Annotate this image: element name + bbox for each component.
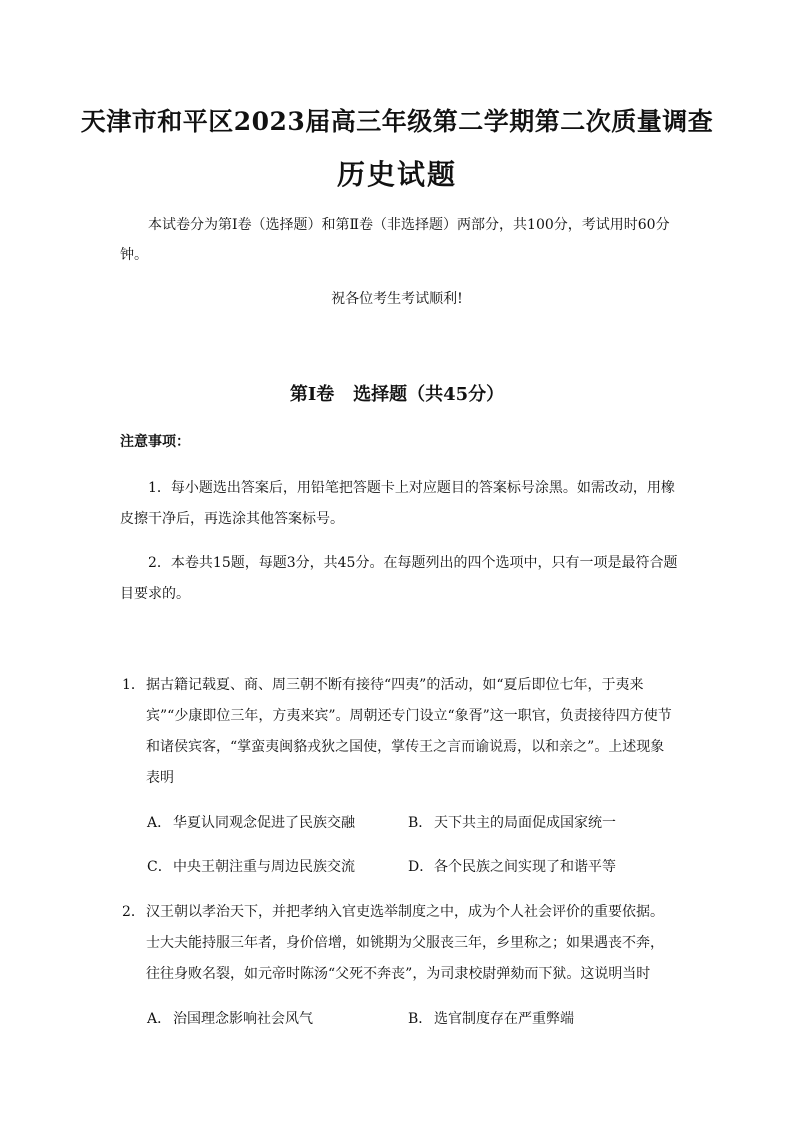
question-2 [122,897,674,990]
option-text: 各个民族之间实现了和谐平等 [434,859,616,875]
question-1 [122,670,674,794]
question-1-option-c[interactable] [147,856,355,876]
option-text: 华夏认同观念促进了民族交融 [173,815,355,831]
good-luck-line: 祝各位考生考试顺利! [331,291,463,307]
option-text: 治国理念影响社会风气 [173,1011,313,1027]
exam-title: 天津市和平区2023届高三年级第二学期第二次质量调查 [80,107,714,136]
question-2-option-a[interactable] [147,1008,313,1028]
question-number: 2． [122,904,145,920]
option-text: 天下共主的局面促成国家统一 [434,815,616,831]
option-letter: A． [147,1011,172,1027]
question-number: 1． [122,677,145,693]
notice-heading: 注意事项： [120,434,190,450]
section-heading: 第Ⅰ卷 选择题（共45分） [289,384,505,405]
notice-item-1: 1．每小题选出答案后，用铅笔把答题卡上对应题目的答案标号涂黑。如需改动，用橡皮擦干净后，再选涂其他答案标号。 [120,480,675,527]
option-text: 选官制度存在严重弊端 [434,1011,574,1027]
exam-intro: 本试卷分为第Ⅰ卷（选择题）和第Ⅱ卷（非选择题）两部分，共100分，考试用时60分钟。 [120,217,670,263]
option-letter: C． [147,859,172,875]
question-2-option-b[interactable] [408,1008,574,1028]
option-letter: B． [408,815,433,831]
option-letter: B． [408,1011,433,1027]
question-stem: 据古籍记载夏、商、周三朝不断有接待“四夷”的活动，如“夏后即位七年，于夷来宾”“少康即位三年，方夷来宾”。周朝还专门设立“象胥”这一职官，负责接待四方使节和诸侯宾客，“掌蛮夷闽貉戎狄之国使，掌传王之言而谕说焉，以和亲之”。上述现象表明 [146,677,672,786]
question-stem: 汉王朝以孝治天下，并把孝纳入官吏选举制度之中，成为个人社会评价的重要依据。士大夫能持服三年者，身价倍增，如铫期为父服丧三年，乡里称之；如果遇丧不奔，往往身败名裂，如元帝时陈汤“父死不奔丧”，为司隶校尉弹劾而下狱。这说明当时 [146,904,664,982]
notice-item-2: 2．本卷共15题，每题3分，共45分。在每题列出的四个选项中，只有一项是最符合题目要求的。 [120,555,678,602]
option-letter: A． [147,815,172,831]
exam-subtitle: 历史试题 [336,158,457,191]
option-text: 中央王朝注重与周边民族交流 [173,859,355,875]
option-letter: D． [408,859,434,875]
question-1-option-a[interactable] [147,812,355,832]
question-1-option-b[interactable] [408,812,616,832]
question-1-option-d[interactable] [408,856,616,876]
